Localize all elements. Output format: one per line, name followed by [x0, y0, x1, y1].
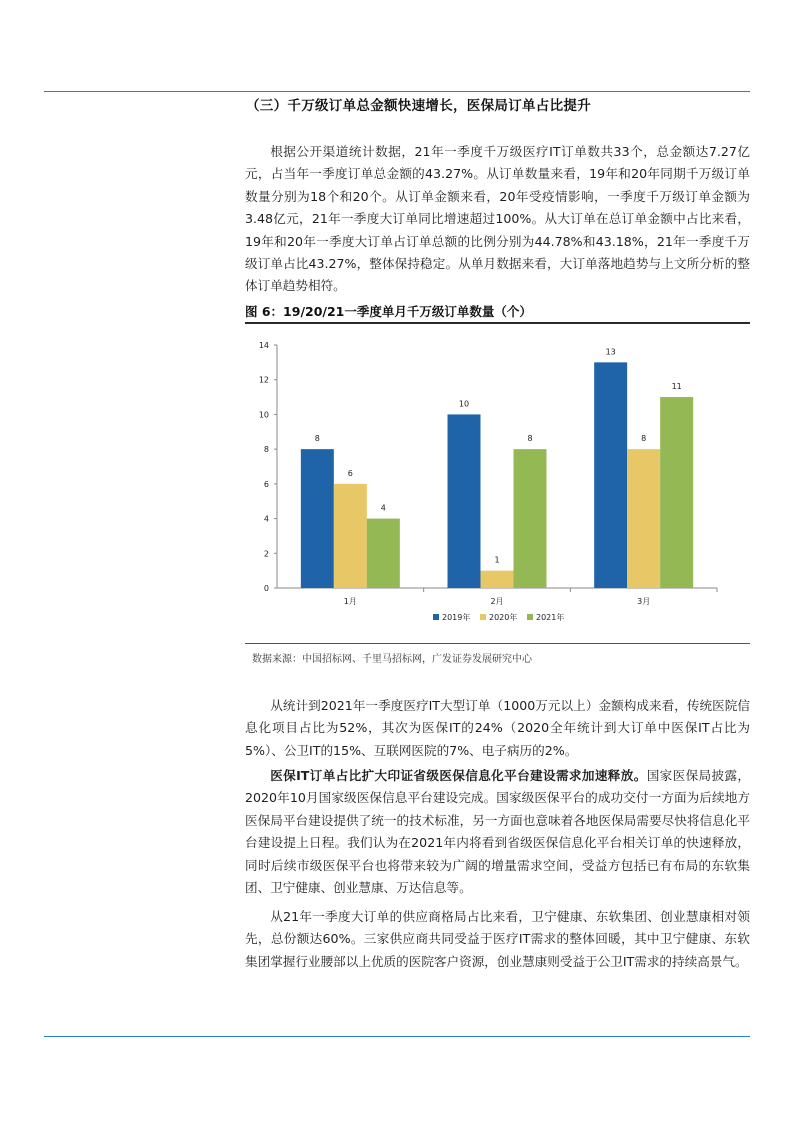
legend-label: 2020年	[489, 613, 518, 622]
legend-label: 2019年	[442, 613, 471, 622]
figure-source: 数据来源：中国招标网、千里马招标网，广发证券发展研究中心	[252, 654, 532, 665]
paragraph-order-overview: 根据公开渠道统计数据，21年一季度千万级医疗IT订单数共33个，总金额达7.27亿元，占当年一季度订单总金额的43.27%。从订单数量来看，19年和20年同期千万级订单数量分别为18个和20个。从订单金额来看，20年受疫情影响，一季度千万级订单金额为3.48亿元，21年一季度大订单同比增速超过100%。从大订单在总订单金额中占比来看，19年和20年一季度大订单占订单总额的比例分别为44.78%和43.18%，21年一季度千万级订单占比43.27%，整体保持稳定。从单月数据来看，大订单落地趋势与上文所分析的整体订单趋势相符。	[245, 144, 750, 294]
legend-swatch-2019年	[433, 614, 439, 620]
data-label: 8	[641, 434, 647, 444]
data-label: 11	[671, 382, 682, 392]
legend-swatch-2020年	[480, 614, 486, 620]
legend-label: 2021年	[536, 613, 565, 622]
data-label: 1	[494, 555, 500, 565]
figure-top-rule	[245, 322, 750, 324]
y-tick-label: 0	[263, 584, 269, 593]
y-tick-label: 12	[258, 375, 269, 385]
section-title: （三）千万级订单总金额快速增长，医保局订单占比提升	[246, 98, 591, 114]
y-tick-label: 4	[263, 514, 269, 524]
figure-bottom-rule	[245, 643, 750, 644]
bar-2021年-1月	[367, 519, 400, 588]
y-tick-label: 8	[263, 445, 269, 455]
x-tick-label: 2月	[490, 597, 504, 606]
y-tick-label: 14	[258, 341, 269, 350]
y-tick-label: 6	[263, 479, 269, 489]
paragraph-medical-insurance	[245, 765, 750, 899]
bar-chart-svg	[245, 326, 750, 638]
header-rule	[44, 91, 750, 92]
data-label: 8	[314, 434, 320, 444]
bar-2020年-1月	[334, 484, 367, 588]
bar-2019年-1月	[301, 449, 334, 588]
bar-2019年-3月	[594, 362, 627, 588]
bar-2020年-3月	[627, 449, 660, 588]
data-label: 6	[347, 468, 353, 478]
legend-swatch-2021年	[527, 614, 533, 620]
paragraph-lead-bold: 医保IT订单占比扩大印证省级医保信息化平台建设需求加速释放。	[270, 768, 647, 783]
paragraph-supplier-landscape: 从21年一季度大订单的供应商格局占比来看，卫宁健康、东软集团、创业慧康相对领先，总份额达60%。三家供应商共同受益于医疗IT需求的整体回暖，其中卫宁健康、东软集团掌握行业腰部以上优质的医院客户资源，创业慧康则受益于公卫IT需求的持续高景气。	[245, 909, 750, 969]
footer-rule	[44, 1036, 750, 1037]
data-label: 4	[380, 503, 386, 513]
data-label: 8	[527, 434, 533, 444]
data-label: 13	[605, 347, 616, 357]
y-tick-label: 2	[263, 549, 269, 559]
y-tick-label: 10	[258, 410, 269, 420]
bar-2019年-2月	[448, 414, 481, 588]
figure-title: 图 6：19/20/21一季度单月千万级订单数量（个）	[245, 304, 532, 319]
paragraph-order-composition: 从统计到2021年一季度医疗IT大型订单（1000万元以上）金额构成来看，传统医院信息化项目占比为52%，其次为医保IT的24%（2020全年统计到大订单中医保IT占比为5%）、公卫IT的15%、互联网医院的7%、电子病历的2%。	[245, 698, 750, 758]
bar-chart	[245, 326, 750, 638]
data-label: 10	[458, 399, 470, 409]
x-tick-label: 3月	[637, 597, 651, 606]
paragraph-body: 国家医保局披露，2020年10月国家级医保信息平台建设完成。国家级医保平台的成功交付一方面为后续地方医保局平台建设提供了统一的技术标准，另一方面也意味着各地医保局需要尽快将信息化平台建设提上日程。我们认为在2021年内将看到省级医保信息化平台相关订单的快速释放，同时后续市级医保平台也将带来较为广阔的增量需求空间，受益方包括已有布局的东软集团、卫宁健康、创业慧康、万达信息等。	[245, 768, 750, 896]
x-tick-label: 1月	[343, 597, 357, 606]
bar-2021年-3月	[660, 397, 693, 588]
bar-2021年-2月	[514, 449, 547, 588]
bar-2020年-2月	[481, 571, 514, 588]
